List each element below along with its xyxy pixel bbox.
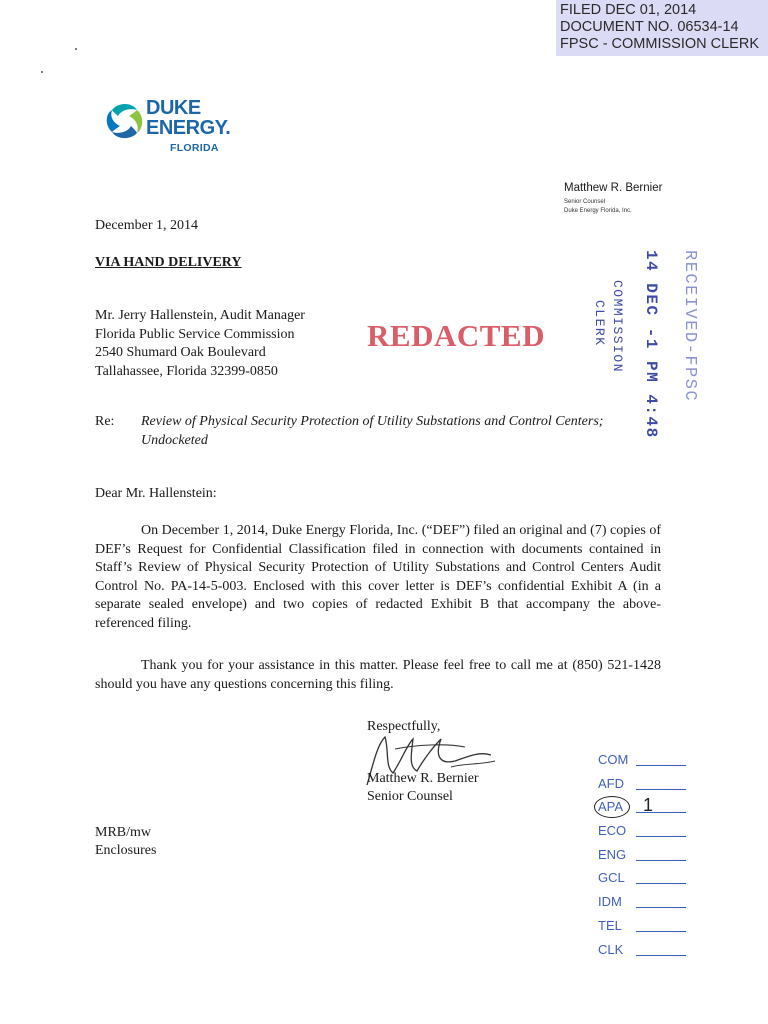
routing-row (598, 847, 708, 871)
routing-row (598, 918, 708, 942)
recipient-address (95, 307, 305, 381)
routing-blank-line (636, 836, 686, 837)
filing-clerk: FPSC - COMMISSION CLERK (560, 36, 759, 52)
duke-energy-logo-icon (104, 100, 146, 142)
recipient-line: Tallahassee, Florida 32399-0850 (95, 363, 278, 379)
logo-region: FLORIDA (170, 142, 219, 154)
received-stamp-clerk: CLERK (592, 300, 607, 347)
scan-speck (75, 48, 77, 50)
routing-code: AFD (598, 775, 624, 791)
routing-row (598, 942, 708, 966)
routing-row (598, 823, 708, 847)
routing-row (598, 894, 708, 918)
routing-blank-line (636, 883, 686, 884)
routing-blank-line (636, 955, 686, 956)
scan-speck (41, 71, 43, 73)
routing-blank-line (636, 765, 686, 766)
routing-code: ENG (598, 846, 627, 862)
received-stamp-title: RECEIVED-FPSC (680, 250, 699, 403)
routing-row (598, 752, 708, 776)
re-subject-line: Review of Physical Security Protection of Utility Substations and Control Centers; (141, 414, 604, 429)
closing: Respectfully, (367, 719, 441, 734)
routing-handwritten-mark: 1 (643, 795, 654, 816)
sender-company: Duke Energy Florida, Inc. (564, 208, 632, 214)
re-subject (141, 413, 681, 450)
routing-blank-line (636, 860, 686, 861)
body-paragraph-text: On December 1, 2014, Duke Energy Florida, Inc. (“DEF”) filed an original and (7) copies of DEF’s Request for Confidential Classification filed in connection with documents contained in Staff’s Review of Physical Security Protection of Utility Substations and Control Centers Audit Control No. PA-14-5-003. Enclosed with this cover letter is DEF’s confidential Exhibit A (in a separate sealed envelope) and two copies of redacted Exhibit B that accompany the above-referenced filing. (95, 523, 661, 631)
routing-blank-line (636, 907, 686, 908)
document-number: DOCUMENT NO. 06534-14 (560, 19, 739, 35)
received-stamp-time: 14 DEC -1 PM 4:48 (642, 250, 660, 439)
signer-title: Senior Counsel (367, 789, 453, 804)
sender-details (564, 198, 632, 216)
sender-name: Matthew R. Bernier (564, 182, 663, 194)
body-paragraph (95, 657, 661, 694)
letter-date: December 1, 2014 (95, 218, 199, 233)
re-label: Re: (95, 414, 115, 429)
typist-initials: MRB/mw (95, 825, 152, 840)
delivery-method: VIA HAND DELIVERY (95, 255, 242, 270)
duke-energy-logo (104, 96, 264, 160)
enclosures-note: Enclosures (95, 843, 157, 858)
received-stamp (590, 250, 710, 439)
recipient-line: Mr. Jerry Hallenstein, Audit Manager (95, 308, 305, 323)
signer-name: Matthew R. Bernier (367, 771, 479, 786)
filing-stamp (556, 0, 768, 56)
logo-line-energy: ENERGY. (146, 117, 231, 139)
recipient-line: Florida Public Service Commission (95, 326, 295, 342)
routing-code: COM (598, 752, 629, 767)
routing-code: CLK (598, 941, 624, 957)
routing-code: IDM (598, 894, 622, 910)
salutation: Dear Mr. Hallenstein: (95, 486, 217, 501)
logo-line-duke: DUKE (146, 97, 201, 119)
routing-code: TEL (598, 917, 622, 933)
routing-row (598, 870, 708, 894)
body-paragraph-text: Thank you for your assistance in this matter. Please feel free to call me at (850) 521-1428 should you have any questions concerning this filing. (95, 658, 661, 692)
received-stamp-commission: COMMISSION (610, 280, 625, 374)
body-paragraph (95, 522, 661, 634)
routing-list (598, 752, 708, 965)
routing-code: ECO (598, 823, 627, 839)
redacted-stamp: REDACTED (367, 318, 545, 353)
routing-blank-line (636, 931, 686, 932)
routing-row (598, 795, 708, 823)
routing-code: GCL (598, 870, 625, 886)
recipient-line: 2540 Shumard Oak Boulevard (95, 345, 266, 361)
sender-title: Senior Counsel (564, 199, 606, 205)
routing-blank-line (636, 789, 686, 790)
re-subject-line: Undocketed (141, 432, 208, 448)
routing-code: APA (598, 799, 624, 815)
filing-date: FILED DEC 01, 2014 (560, 2, 697, 18)
